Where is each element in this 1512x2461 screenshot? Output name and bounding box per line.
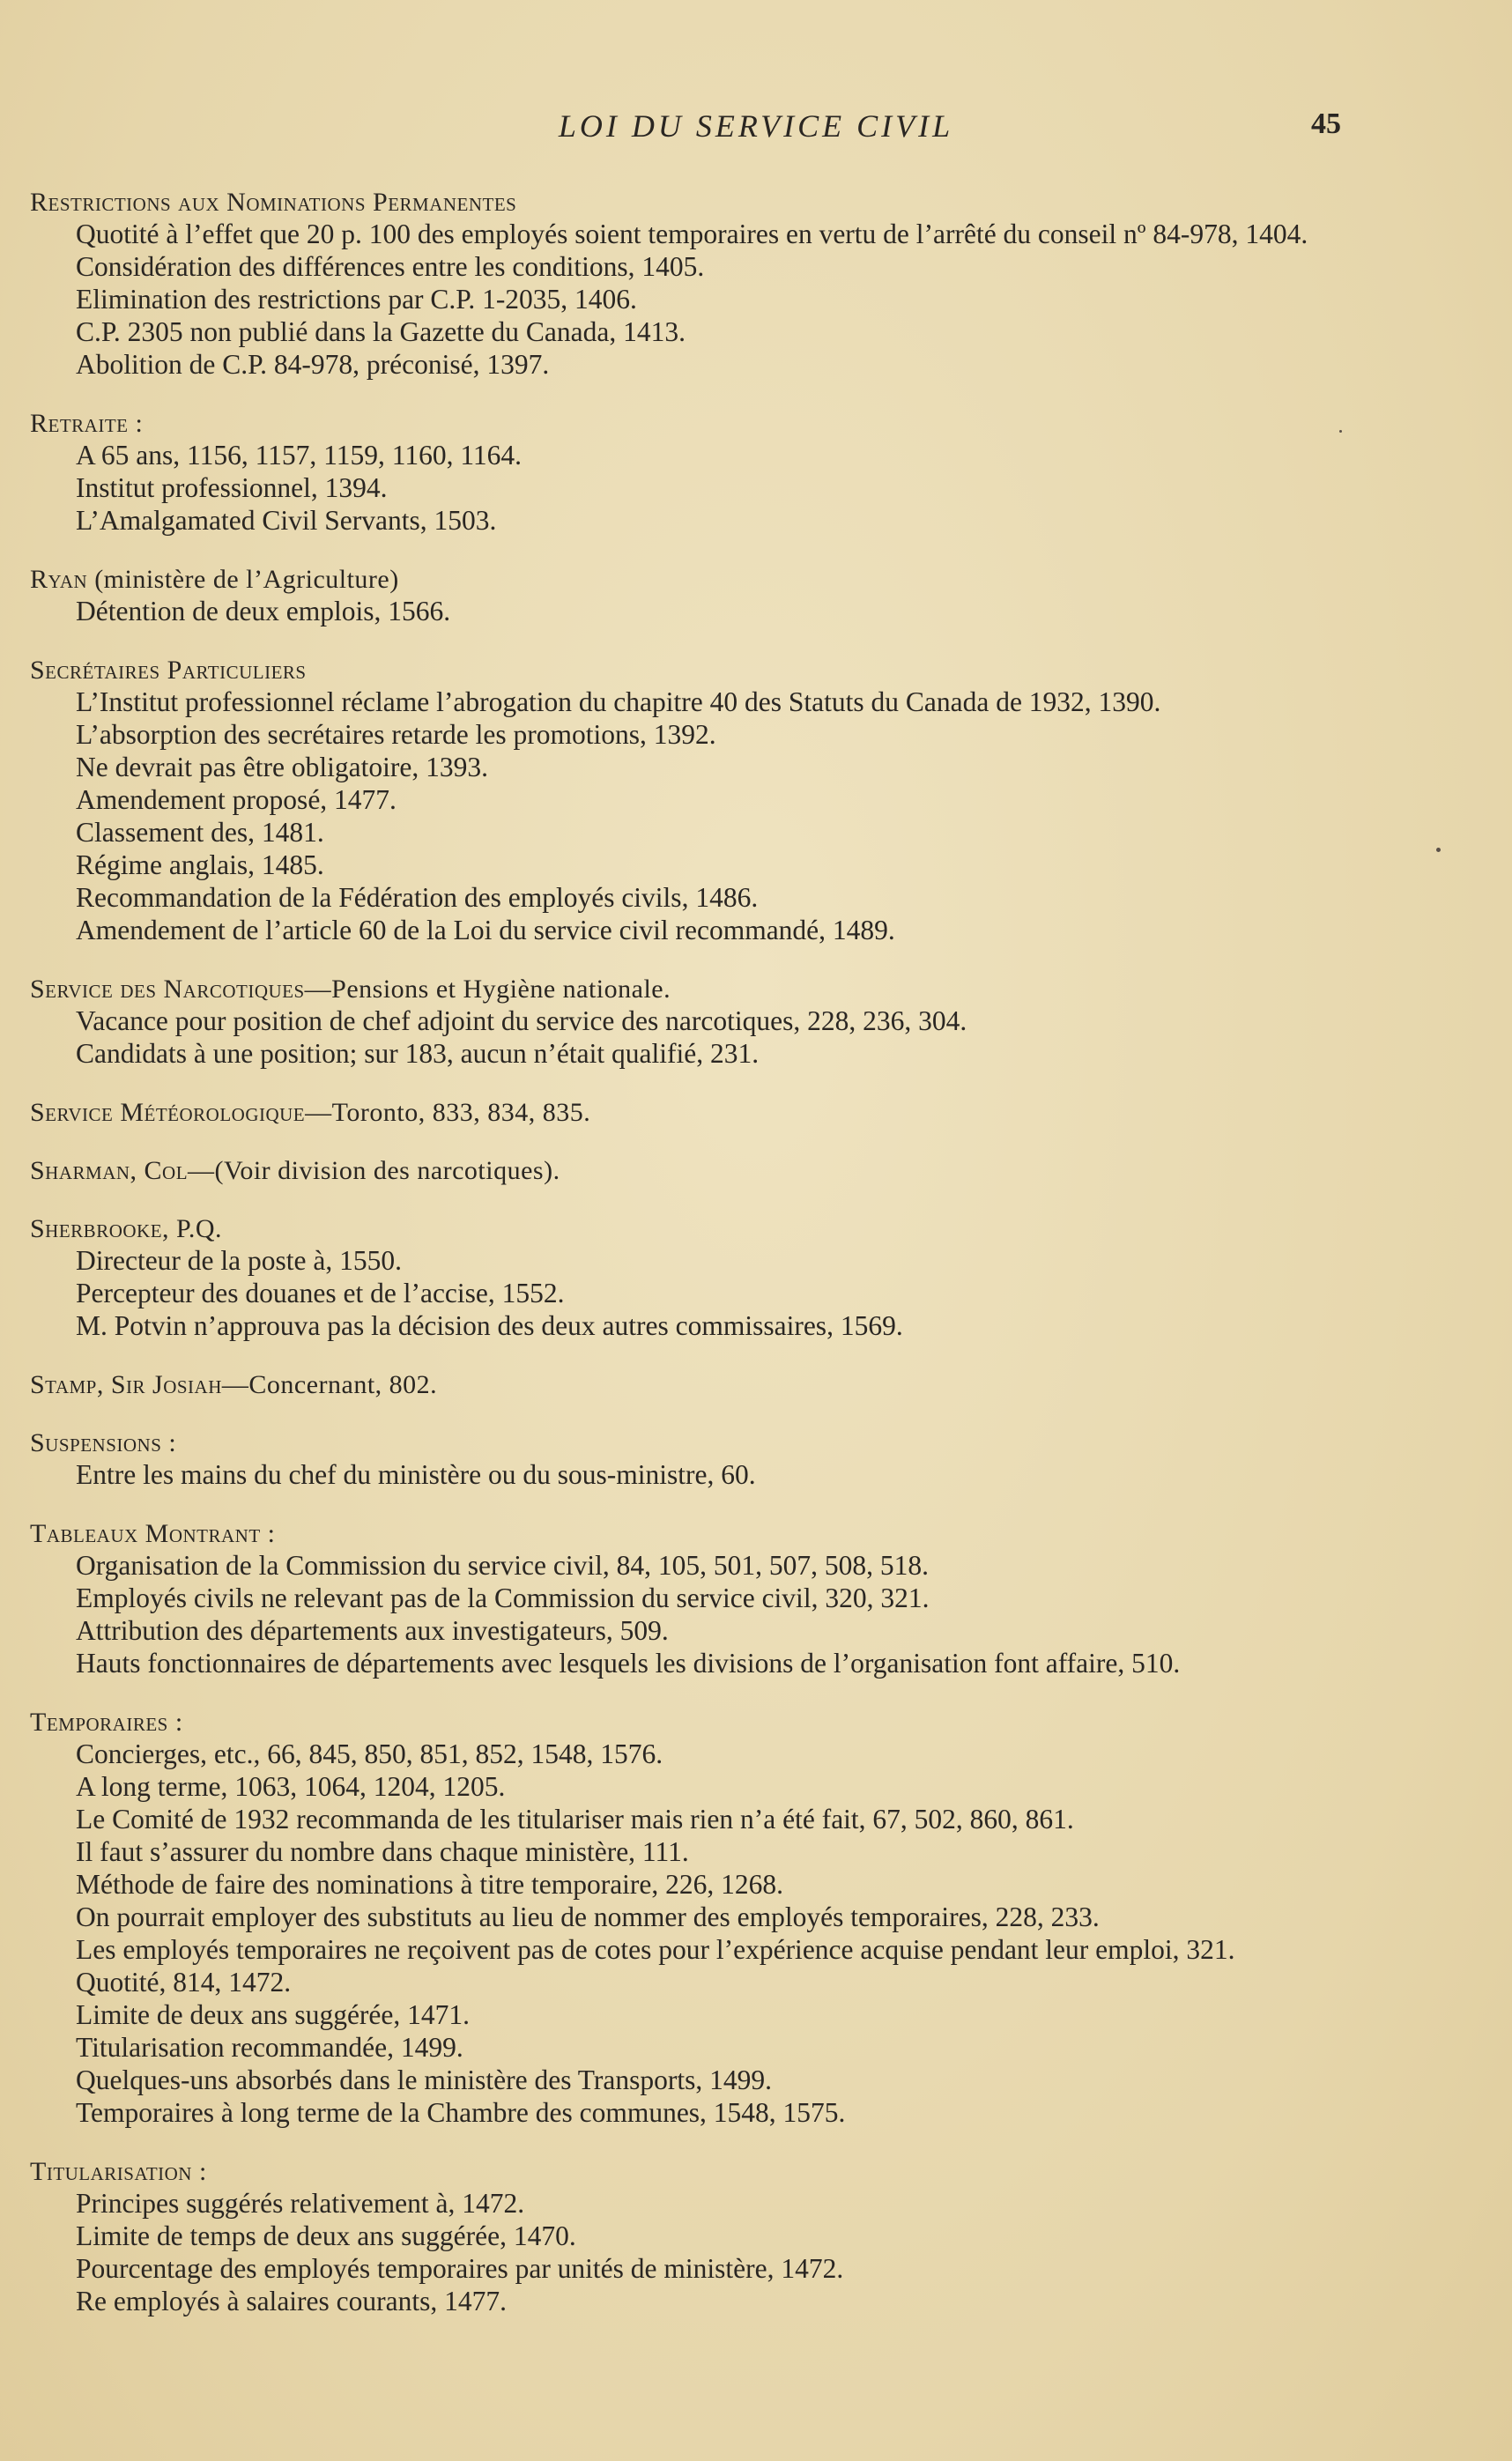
entry-heading	[30, 1369, 1369, 1400]
entry-subitem	[76, 751, 1369, 783]
entry-subitem	[76, 283, 1369, 315]
entry-subitem-text: L’absorption des secrétaires retarde les promotions, 1392.	[76, 719, 716, 750]
entry-subitem	[76, 348, 1369, 381]
entry-subitem-text: Temporaires à long terme de la Chambre des communes, 1548, 1575.	[76, 2097, 846, 2128]
entry-subitem	[76, 1738, 1369, 1770]
index-entry	[30, 187, 1369, 381]
entry-subitem	[76, 1004, 1369, 1037]
entry-heading-rest: —Pensions et Hygiène nationale.	[304, 975, 671, 1004]
entry-subitem-text: Détention de deux emplois, 1566.	[76, 596, 451, 626]
entry-subitem-text: Ne devrait pas être obligatoire, 1393.	[76, 752, 488, 782]
entry-heading-term: Suspensions :	[30, 1428, 177, 1457]
index-entry	[30, 1518, 1369, 1679]
entry-subitem	[76, 439, 1369, 471]
entry-heading-term: Sharman, Col	[30, 1156, 189, 1185]
index-entry	[30, 974, 1369, 1070]
entry-subitem-text: Re employés à salaires courants, 1477.	[76, 2286, 507, 2316]
entry-heading-rest: —Toronto, 833, 834, 835.	[305, 1098, 591, 1127]
entry-subitem-text: Classement des, 1481.	[76, 817, 324, 848]
entry-subitem	[76, 2031, 1369, 2064]
index-entry	[30, 655, 1369, 946]
entry-heading	[30, 974, 1369, 1004]
entry-subitem	[76, 1998, 1369, 2031]
entry-subitem	[76, 914, 1369, 946]
entry-subitem-text: A long terme, 1063, 1064, 1204, 1205.	[76, 1771, 506, 1802]
entry-subitem	[76, 1770, 1369, 1803]
entry-subitem-text: Recommandation de la Fédération des employés civils, 1486.	[76, 882, 759, 913]
entry-subitem	[76, 504, 1369, 537]
entry-heading-rest: —Concernant, 802.	[221, 1370, 438, 1399]
entry-subitem	[76, 218, 1369, 250]
entry-heading	[30, 1097, 1369, 1128]
entry-subitem	[76, 315, 1369, 348]
entry-subitem	[76, 2252, 1369, 2285]
entry-heading	[30, 408, 1369, 439]
entry-heading	[30, 2156, 1369, 2187]
entry-subitem-text: Quelques-uns absorbés dans le ministère des Transports, 1499.	[76, 2064, 773, 2095]
entry-heading-rest: —(Voir division des narcotiques).	[188, 1156, 560, 1185]
entry-subitem-text: Il faut s’assurer du nombre dans chaque ministère, 111.	[76, 1836, 689, 1867]
entry-subitem-text: Employés civils ne relevant pas de la Commission du service civil, 320, 321.	[76, 1583, 930, 1613]
index-entry	[30, 1369, 1369, 1400]
entry-heading	[30, 1707, 1369, 1738]
entry-heading	[30, 1427, 1369, 1458]
entry-subitem-text: Percepteur des douanes et de l’accise, 1552.	[76, 1278, 565, 1308]
page-number: 45	[1311, 107, 1341, 140]
entry-heading	[30, 564, 1369, 595]
speck	[1436, 848, 1441, 852]
entry-heading-term: Sherbrooke, P.Q.	[30, 1214, 223, 1243]
entry-subitem	[76, 1614, 1369, 1647]
entry-subitem-text: Entre les mains du chef du ministère ou du sous-ministre, 60.	[76, 1459, 756, 1490]
entry-subitem-text: Attribution des départements aux investigateurs, 509.	[76, 1615, 669, 1646]
index-entry	[30, 1213, 1369, 1342]
entry-subitem-text: Pourcentage des employés temporaires par unités de ministère, 1472.	[76, 2253, 844, 2284]
entry-heading-term: Restrictions aux Nominations Permanentes	[30, 188, 517, 217]
entry-subitem	[76, 783, 1369, 816]
entry-subitem-text: L’Amalgamated Civil Servants, 1503.	[76, 505, 497, 536]
entry-subitem-text: C.P. 2305 non publié dans la Gazette du Canada, 1413.	[76, 316, 686, 347]
entry-subitem	[76, 2187, 1369, 2220]
entry-subitem-text: Quotité, 814, 1472.	[76, 1967, 292, 1998]
entry-subitem	[76, 1244, 1369, 1277]
entry-subitem-text: Méthode de faire des nominations à titre temporaire, 226, 1268.	[76, 1869, 784, 1900]
entry-subitem	[76, 1549, 1369, 1582]
index-entries	[30, 187, 1369, 2345]
entry-subitem-text: Considération des différences entre les conditions, 1405.	[76, 251, 705, 282]
entry-subitem-text: Quotité à l’effet que 20 p. 100 des employés soient temporaires en vertu de l’arrêté du conseil nº 84-978, 1404.	[76, 219, 1308, 249]
entry-subitem-text: Abolition de C.P. 84-978, préconisé, 1397.	[76, 349, 550, 380]
page-header	[0, 107, 1512, 152]
entry-subitem	[76, 718, 1369, 751]
index-entry	[30, 1707, 1369, 2129]
entry-subitem	[76, 1835, 1369, 1868]
entry-heading-term: Stamp, Sir Josiah	[30, 1370, 222, 1399]
index-entry	[30, 564, 1369, 627]
entry-heading	[30, 1518, 1369, 1549]
entry-subitem-text: M. Potvin n’approuva pas la décision des deux autres commissaires, 1569.	[76, 1310, 903, 1341]
entry-heading	[30, 1155, 1369, 1186]
index-entry	[30, 1427, 1369, 1491]
entry-subitem	[76, 1582, 1369, 1614]
entry-subitem-text: Candidats à une position; sur 183, aucun n’était qualifié, 231.	[76, 1038, 760, 1069]
running-title: LOI DU SERVICE CIVIL	[558, 108, 954, 144]
entry-subitem-text: Titularisation recommandée, 1499.	[76, 2032, 463, 2063]
entry-heading-term: Service Météorologique	[30, 1098, 306, 1127]
entry-subitem-text: Le Comité de 1932 recommanda de les titulariser mais rien n’a été fait, 67, 502, 860, 861.	[76, 1804, 1074, 1835]
entry-subitem-text: Amendement de l’article 60 de la Loi du service civil recommandé, 1489.	[76, 915, 895, 945]
entry-subitem	[76, 686, 1369, 718]
entry-subitem-text: L’Institut professionnel réclame l’abrogation du chapitre 40 des Statuts du Canada de 1932, 1390.	[76, 686, 1161, 717]
entry-subitem-text: Les employés temporaires ne reçoivent pas de cotes pour l’expérience acquise pendant leur emploi, 321.	[76, 1934, 1235, 1965]
entry-heading	[30, 1213, 1369, 1244]
entry-heading-term: Temporaires :	[30, 1708, 183, 1737]
entry-heading-term: Retraite :	[30, 409, 144, 438]
index-entry	[30, 1155, 1369, 1186]
entry-subitem	[76, 1933, 1369, 1966]
entry-subitem	[76, 250, 1369, 283]
entry-subitem-text: Elimination des restrictions par C.P. 1-2035, 1406.	[76, 284, 637, 315]
entry-subitem-text: A 65 ans, 1156, 1157, 1159, 1160, 1164.	[76, 440, 523, 471]
entry-subitem	[76, 1277, 1369, 1309]
speck	[1339, 430, 1342, 433]
entry-subitem-text: On pourrait employer des substituts au lieu de nommer des employés temporaires, 228, 233.	[76, 1901, 1100, 1932]
entry-subitem	[76, 2220, 1369, 2252]
entry-heading-term: Ryan	[30, 565, 88, 594]
entry-subitem	[76, 471, 1369, 504]
entry-subitem	[76, 2064, 1369, 2096]
entry-subitem	[76, 595, 1369, 627]
entry-subitem	[76, 1966, 1369, 1998]
entry-heading	[30, 655, 1369, 686]
entry-heading	[30, 187, 1369, 218]
entry-heading-term: Titularisation :	[30, 2157, 207, 2186]
entry-subitem	[76, 2285, 1369, 2317]
entry-subitem	[76, 1037, 1369, 1070]
entry-subitem-text: Directeur de la poste à, 1550.	[76, 1245, 402, 1276]
entry-subitem-text: Vacance pour position de chef adjoint du service des narcotiques, 228, 236, 304.	[76, 1005, 967, 1036]
entry-subitem	[76, 816, 1369, 849]
index-entry	[30, 2156, 1369, 2317]
entry-subitem	[76, 1647, 1369, 1679]
entry-subitem-text: Limite de deux ans suggérée, 1471.	[76, 1999, 470, 2030]
entry-heading-term: Service des Narcotiques	[30, 975, 305, 1004]
entry-subitem	[76, 2096, 1369, 2129]
entry-subitem-text: Hauts fonctionnaires de départements avec lesquels les divisions de l’organisation font affaire, 510.	[76, 1648, 1181, 1679]
entry-subitem	[76, 849, 1369, 881]
entry-subitem-text: Organisation de la Commission du service civil, 84, 105, 501, 507, 508, 518.	[76, 1550, 929, 1581]
entry-heading-term: Tableaux Montrant :	[30, 1519, 276, 1548]
entry-subitem-text: Limite de temps de deux ans suggérée, 1470.	[76, 2220, 576, 2251]
entry-subitem	[76, 1309, 1369, 1342]
entry-subitem-text: Amendement proposé, 1477.	[76, 784, 397, 815]
entry-subitem	[76, 1868, 1369, 1901]
entry-subitem-text: Régime anglais, 1485.	[76, 849, 324, 880]
entry-subitem-text: Principes suggérés relativement à, 1472.	[76, 2188, 525, 2219]
entry-subitem	[76, 1458, 1369, 1491]
entry-subitem	[76, 1901, 1369, 1933]
entry-heading-rest: (ministère de l’Agriculture)	[87, 565, 399, 594]
entry-subitem-text: Concierges, etc., 66, 845, 850, 851, 852, 1548, 1576.	[76, 1738, 663, 1769]
index-entry	[30, 408, 1369, 537]
index-entry	[30, 1097, 1369, 1128]
entry-subitem-text: Institut professionnel, 1394.	[76, 472, 388, 503]
entry-subitem	[76, 1803, 1369, 1835]
entry-subitem	[76, 881, 1369, 914]
entry-heading-term: Secrétaires Particuliers	[30, 656, 307, 685]
